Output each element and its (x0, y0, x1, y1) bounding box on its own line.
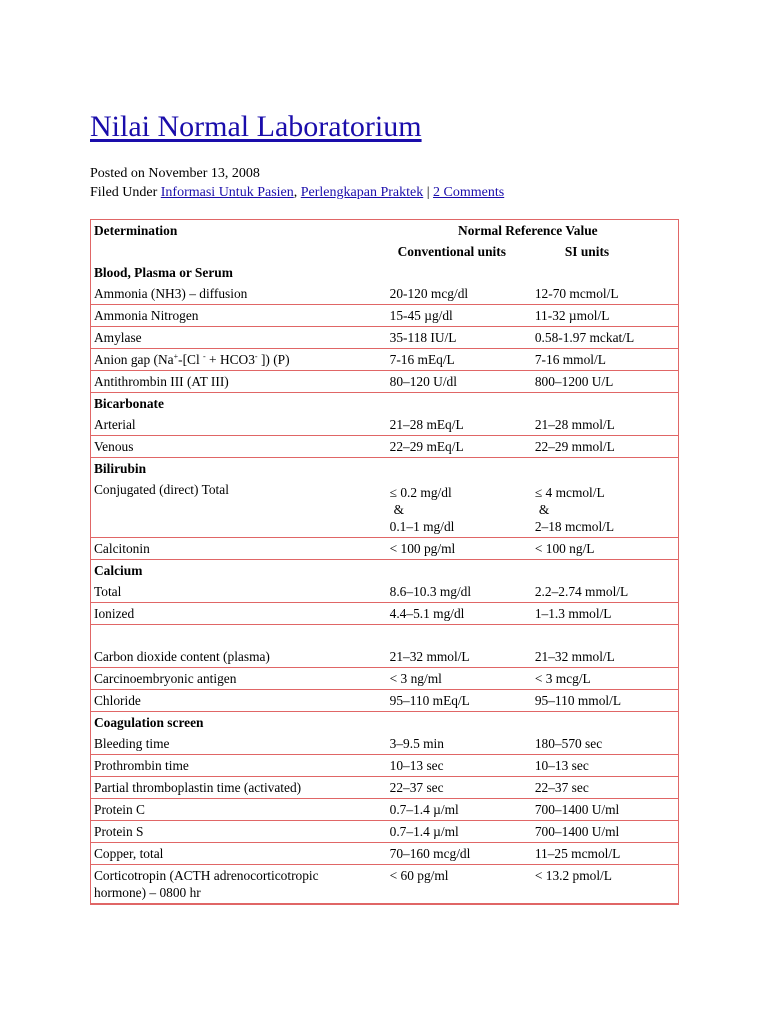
section-heading: Coagulation screen (94, 715, 204, 730)
si-value-cell: 800–1200 U/L (523, 371, 678, 393)
conventional-value-cell: 10–13 sec (378, 755, 523, 777)
si-value-cell: < 3 mcg/L (523, 668, 678, 690)
conventional-value-cell: 0.7–1.4 µ/ml (378, 821, 523, 843)
conventional-value-cell (378, 262, 523, 283)
header-determination: Determination (94, 223, 178, 238)
value-line: ≤ 4 mcmol/L (534, 485, 605, 500)
determination-cell: Carbon dioxide content (plasma) (91, 646, 378, 668)
si-value-cell: 21–32 mmol/L (523, 646, 678, 668)
name-line: Corticotropin (ACTH adrenocorticotropic (94, 868, 319, 883)
table-row (91, 305, 678, 327)
conventional-value-cell: 4.4–5.1 mg/dl (378, 603, 523, 625)
table-row (91, 414, 678, 436)
determination-cell: Bleeding time (91, 733, 378, 755)
conventional-value-cell: 70–160 mcg/dl (378, 843, 523, 865)
si-value-cell (523, 458, 678, 479)
filed-under-label: Filed Under (90, 185, 158, 200)
determination-cell: Calcitonin (91, 538, 378, 560)
name-text: + HCO3 (205, 352, 255, 367)
conventional-value-cell: 35-118 IU/L (378, 327, 523, 349)
si-value-cell: < 13.2 pmol/L (523, 865, 678, 904)
determination-cell: Arterial (91, 414, 378, 436)
si-value-cell: 180–570 sec (523, 733, 678, 755)
si-value-cell: 12-70 mcmol/L (523, 283, 678, 305)
si-value-cell: 22–37 sec (523, 777, 678, 799)
filed-under-line (90, 183, 504, 202)
conventional-value-cell: 3–9.5 min (378, 733, 523, 755)
value-line: 0.1–1 mg/dl (389, 519, 455, 534)
determination-cell: Conjugated (direct) Total (91, 479, 378, 538)
conventional-value-cell: 15-45 µg/dl (378, 305, 523, 327)
determination-cell: Chloride (91, 690, 378, 712)
conventional-value-cell: 21–28 mEq/L (378, 414, 523, 436)
conventional-value-cell: < 100 pg/ml (378, 538, 523, 560)
si-value-cell (523, 712, 678, 733)
header-normal-reference: Normal Reference Value (458, 223, 598, 238)
spacer-cell (91, 625, 678, 646)
table-row (91, 821, 678, 843)
table-row (91, 603, 678, 625)
si-value-cell: < 100 ng/L (523, 538, 678, 560)
conventional-value-cell: 21–32 mmol/L (378, 646, 523, 668)
category-separator: , (293, 185, 298, 200)
conventional-value-cell: 22–37 sec (378, 777, 523, 799)
value-line: & (393, 502, 405, 517)
determination-cell: Total (91, 581, 378, 603)
si-value-cell: 2.2–2.74 mmol/L (523, 581, 678, 603)
si-value-cell (523, 393, 678, 414)
name-text: ]) (P) (257, 352, 290, 367)
value-line: ≤ 0.2 mg/dl (389, 485, 452, 500)
table-row (91, 581, 678, 603)
header-si-units: SI units (564, 244, 610, 259)
determination-cell: Venous (91, 436, 378, 458)
si-value-cell: 0.58-1.97 mckat/L (523, 327, 678, 349)
table-row (91, 843, 678, 865)
table-row (91, 560, 678, 581)
table-row (91, 865, 678, 904)
posted-date: Posted on November 13, 2008 (90, 166, 260, 181)
conventional-value-cell (378, 393, 523, 414)
si-value-cell: 700–1400 U/ml (523, 821, 678, 843)
spacer-row (91, 625, 678, 646)
si-value-cell: 11–25 mcmol/L (523, 843, 678, 865)
si-value-cell (523, 560, 678, 581)
si-value-cell: 10–13 sec (523, 755, 678, 777)
post-meta (90, 164, 504, 202)
conventional-value-cell: 80–120 U/dl (378, 371, 523, 393)
section-heading: Calcium (94, 563, 143, 578)
si-value-cell: 7-16 mmol/L (523, 349, 678, 371)
si-value-cell: 11-32 µmol/L (523, 305, 678, 327)
table-row (91, 349, 678, 371)
si-value-cell: 22–29 mmol/L (523, 436, 678, 458)
determination-cell: Ionized (91, 603, 378, 625)
table-row (91, 733, 678, 755)
conventional-value-cell (378, 458, 523, 479)
value-line: 2–18 mcmol/L (534, 519, 615, 534)
name-text: -[Cl (178, 352, 204, 367)
table-header-row-1 (91, 220, 678, 241)
table-row (91, 690, 678, 712)
pipe-separator: | (426, 185, 430, 200)
value-line: & (538, 502, 550, 517)
section-heading: Bicarbonate (94, 396, 164, 411)
si-value-cell: 21–28 mmol/L (523, 414, 678, 436)
superscript-text: + (173, 352, 179, 361)
conventional-value-cell: 0.7–1.4 µ/ml (378, 799, 523, 821)
conventional-value-cell: 22–29 mEq/L (378, 436, 523, 458)
table-row (91, 458, 678, 479)
table-row (91, 538, 678, 560)
determination-cell: Partial thromboplastin time (activated) (91, 777, 378, 799)
category-link-informasi[interactable]: Informasi Untuk Pasien (160, 185, 294, 200)
table-header-row-2 (91, 241, 678, 262)
lab-values-table (90, 219, 679, 905)
determination-cell: Carcinoembryonic antigen (91, 668, 378, 690)
si-value-cell (523, 479, 678, 538)
conventional-value-cell: 95–110 mEq/L (378, 690, 523, 712)
conventional-value-cell: < 60 pg/ml (378, 865, 523, 904)
table-row (91, 668, 678, 690)
table-row (91, 479, 678, 538)
si-value-cell (523, 262, 678, 283)
conventional-value-cell: < 3 ng/ml (378, 668, 523, 690)
determination-cell: Ammonia (NH3) – diffusion (91, 283, 378, 305)
post-title-link[interactable]: Nilai Normal Laboratorium (90, 110, 422, 143)
determination-cell: Ammonia Nitrogen (91, 305, 378, 327)
category-link-perlengkapan[interactable]: Perlengkapan Praktek (300, 185, 424, 200)
determination-cell: Copper, total (91, 843, 378, 865)
determination-cell: Protein C (91, 799, 378, 821)
lab-table-body (91, 262, 678, 904)
conventional-value-cell: 7-16 mEq/L (378, 349, 523, 371)
table-row (91, 283, 678, 305)
table-row (91, 371, 678, 393)
name-line: hormone) – 0800 hr (94, 885, 201, 900)
si-value-cell: 700–1400 U/ml (523, 799, 678, 821)
determination-cell: Antithrombin III (AT III) (91, 371, 378, 393)
table-row (91, 712, 678, 733)
name-text: Anion gap (Na (94, 352, 174, 367)
section-heading: Blood, Plasma or Serum (94, 265, 233, 280)
comments-link[interactable]: 2 Comments (433, 185, 505, 200)
determination-cell: Protein S (91, 821, 378, 843)
header-spacer (91, 241, 378, 262)
determination-cell: Prothrombin time (91, 755, 378, 777)
conventional-value-cell (378, 560, 523, 581)
table-row (91, 393, 678, 414)
conventional-value-cell: 20-120 mcg/dl (378, 283, 523, 305)
determination-cell: Amylase (91, 327, 378, 349)
table-row (91, 262, 678, 283)
section-heading: Bilirubin (94, 461, 147, 476)
table-row (91, 777, 678, 799)
table-row (91, 646, 678, 668)
superscript-text: - (203, 352, 206, 361)
table-row (91, 436, 678, 458)
table-row (91, 327, 678, 349)
determination-cell (91, 349, 378, 371)
table-row (91, 799, 678, 821)
si-value-cell: 95–110 mmol/L (523, 690, 678, 712)
superscript-text: - (254, 352, 258, 361)
header-conventional-units: Conventional units (397, 244, 506, 259)
determination-cell (91, 865, 378, 904)
si-value-cell: 1–1.3 mmol/L (523, 603, 678, 625)
conventional-value-cell (378, 479, 523, 538)
conventional-value-cell: 8.6–10.3 mg/dl (378, 581, 523, 603)
conventional-value-cell (378, 712, 523, 733)
table-row (91, 755, 678, 777)
